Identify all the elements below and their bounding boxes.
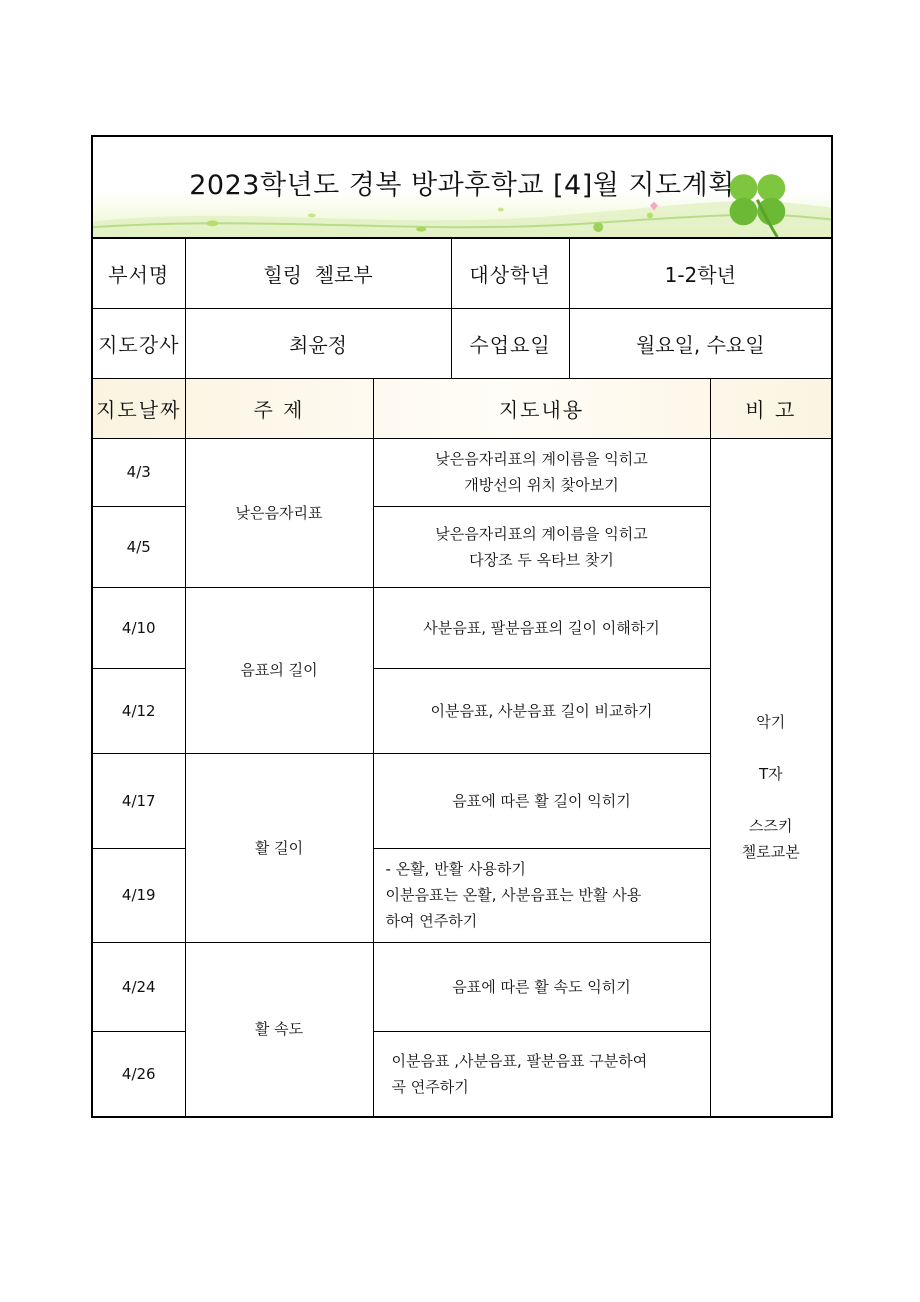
note-line: T자 xyxy=(758,765,783,784)
topic-cell: 음표의 길이 xyxy=(185,587,373,753)
content-line: 하여 연주하기 xyxy=(385,912,478,930)
col-date-header: 지도날짜 xyxy=(92,378,185,438)
col-content-header: 지도내용 xyxy=(373,378,710,438)
plan-document xyxy=(91,135,833,1118)
date-cell: 4/12 xyxy=(92,668,185,753)
teacher-label: 지도강사 xyxy=(92,308,185,378)
col-note-header: 비 고 xyxy=(710,378,832,438)
content-line: 개방선의 위치 찾아보기 xyxy=(464,476,619,494)
topic-cell: 낮은음자리표 xyxy=(185,438,373,587)
content-line: 낮은음자리표의 계이름을 익히고 xyxy=(435,524,648,543)
topic-cell: 활 길이 xyxy=(185,753,373,942)
content-line: 낮은음자리표의 계이름을 익히고 xyxy=(435,450,648,468)
content-cell: 음표에 따른 활 길이 익히기 xyxy=(373,753,710,848)
content-cell xyxy=(373,848,710,942)
col-topic-header: 주 제 xyxy=(185,378,373,438)
content-cell xyxy=(373,438,710,506)
note-cell xyxy=(710,438,832,1117)
note-line: 악기 xyxy=(756,713,786,732)
content-line: 이분음표는 온활, 사분음표는 반활 사용 xyxy=(385,886,642,904)
date-cell: 4/19 xyxy=(92,848,185,942)
topic-cell: 활 속도 xyxy=(185,942,373,1117)
info-row-teacher xyxy=(92,308,832,378)
info-row-dept xyxy=(92,238,832,308)
content-cell xyxy=(373,1031,710,1117)
content-cell: 이분음표, 사분음표 길이 비교하기 xyxy=(373,668,710,753)
title-banner xyxy=(91,135,833,237)
content-cell xyxy=(373,506,710,587)
date-cell: 4/3 xyxy=(92,438,185,506)
date-cell: 4/5 xyxy=(92,506,185,587)
date-cell: 4/26 xyxy=(92,1031,185,1117)
day-value: 월요일, 수요일 xyxy=(569,308,832,378)
teacher-value: 최윤정 xyxy=(185,308,451,378)
grade-label: 대상학년 xyxy=(451,238,569,308)
column-header-row xyxy=(92,378,832,438)
content-line: 곡 연주하기 xyxy=(391,1077,469,1096)
content-cell: 사분음표, 팔분음표의 길이 이해하기 xyxy=(373,587,710,668)
content-line: - 온활, 반활 사용하기 xyxy=(385,860,526,878)
date-cell: 4/17 xyxy=(92,753,185,848)
dept-value: 힐링 첼로부 xyxy=(185,238,451,308)
plan-table xyxy=(91,237,833,1118)
content-line: 이분음표 ,사분음표, 팔분음표 구분하여 xyxy=(391,1051,648,1070)
note-line: 스즈키 xyxy=(749,817,793,836)
dept-label: 부서명 xyxy=(92,238,185,308)
day-label: 수업요일 xyxy=(451,308,569,378)
note-line: 첼로교본 xyxy=(741,843,800,862)
date-cell: 4/24 xyxy=(92,942,185,1031)
page-title: 2023학년도 경복 방과후학교 [4]월 지도계획 xyxy=(189,170,735,201)
date-cell: 4/10 xyxy=(92,587,185,668)
content-line: 다장조 두 옥타브 찾기 xyxy=(469,550,614,569)
content-cell: 음표에 따른 활 속도 익히기 xyxy=(373,942,710,1031)
table-row xyxy=(92,438,832,506)
grade-value: 1-2학년 xyxy=(569,238,832,308)
